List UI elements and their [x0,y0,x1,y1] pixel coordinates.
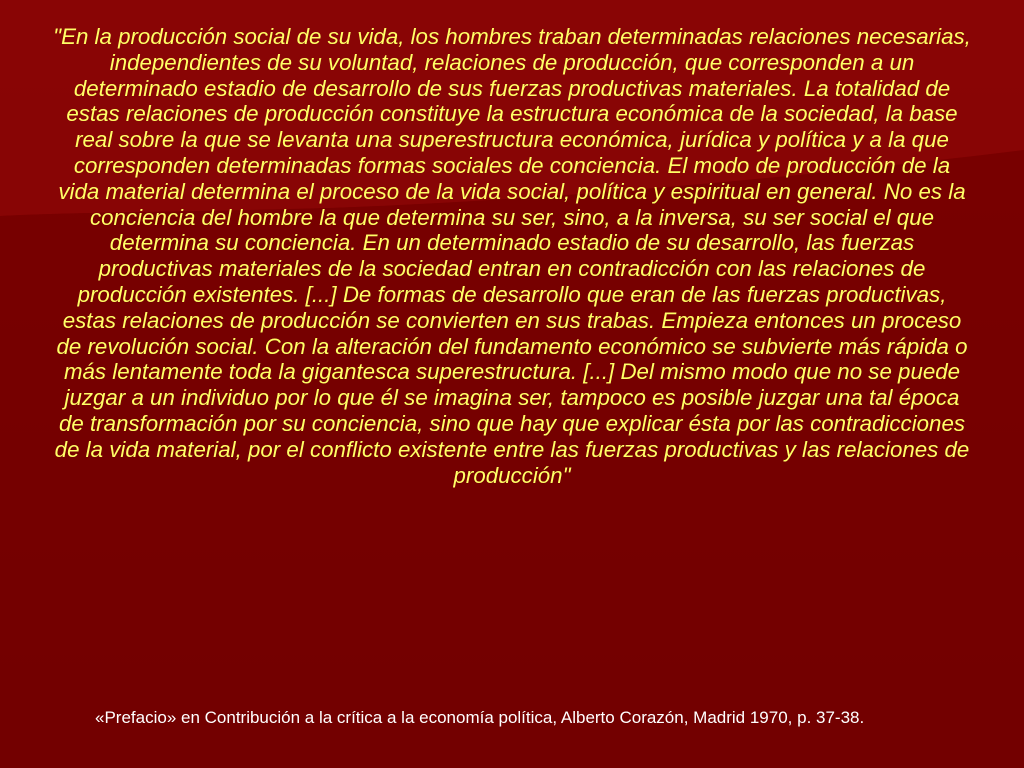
quote-text: "En la producción social de su vida, los hombres traban determinadas relaciones necesarias, independientes de su voluntad, relaciones de producción, que corresponden a un determinado estadio de desarrollo de sus fuerzas productivas materiales. La totalidad de estas relaciones de producción constituye la estructura económica de la sociedad, la base real sobre la que se levanta una superestructura económica, jurídica y política y a la que corresponden determinadas formas sociales de conciencia. El modo de producción de la vida material determina el proceso de la vida social, política y espiritual en general. No es la conciencia del hombre la que determina su ser, sino, a la inversa, su ser social el que determina su conciencia. En un determinado estadio de su desarrollo, las fuerzas productivas materiales de la sociedad entran en contradicción con las relaciones de producción existentes. [...] De formas de desarrollo que eran de las fuerzas productivas, estas relaciones de producción se convierten en sus trabas. Empieza entonces un proceso de revolución social. Con la alteración del fundamento económico se subvierte más rápida o más lentamente toda la gigantesca superestructura. [...] Del mismo modo que no se puede juzgar a un individuo por lo que él se imagina ser, tampoco es posible juzgar una tal época de transformación por su conciencia, sino que hay que explicar ésta por las contradicciones de la vida material, por el conflicto existente entre las fuerzas productivas y las relaciones de producción" [53,24,971,488]
citation-text: «Prefacio» en Contribución a la crítica a la economía política, Alberto Corazón, Madrid 1970, p. 37-38. [95,708,865,727]
